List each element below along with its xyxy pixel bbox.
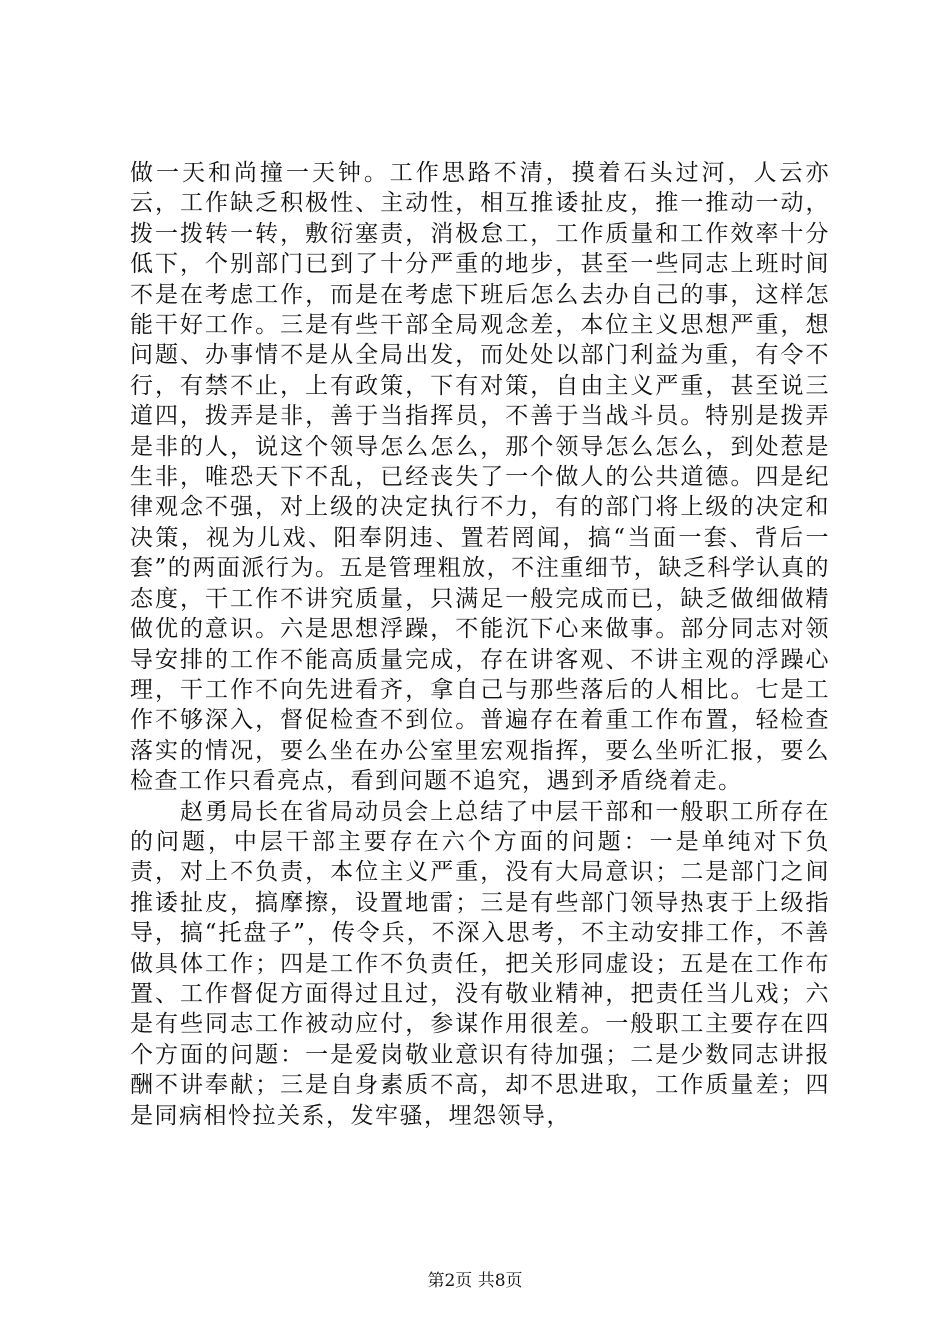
body-text [130,158,830,1131]
paragraph-1: 做一天和尚撞一天钟。工作思路不清，摸着石头过河，人云亦云，工作缺乏积极性、主动性，相互推诿扯皮，推一推动一动，拨一拨转一转，敷衍塞责，消极怠工，工作质量和工作效率十分低下，个别部门已到了十分严重的地步，甚至一些同志上班时间不是在考虑工作，而是在考虑下班后怎么去办自己的事，这样怎能干好工作。三是有些干部全局观念差，本位主义思想严重，想问题、办事情不是从全局出发，而处处以部门利益为重，有令不行，有禁不止，上有政策，下有对策，自由主义严重，甚至说三道四，拨弄是非，善于当指挥员，不善于当战斗员。特别是拨弄是非的人，说这个领导怎么怎么，那个领导怎么怎么，到处惹是生非，唯恐天下不乱，已经丧失了一个做人的公共道德。四是纪律观念不强，对上级的决定执行不力，有的部门将上级的决定和决策，视为儿戏、阳奉阴违、置若罔闻，搞“当面一套、背后一套”的两面派行为。五是管理粗放，不注重细节，缺乏科学认真的态度，干工作不讲究质量，只满足一般完成而已，缺乏做细做精做优的意识。六是思想浮躁，不能沉下心来做事。部分同志对领导安排的工作不能高质量完成，存在讲客观、不讲主观的浮躁心理，干工作不向先进看齐，拿自己与那些落后的人相比。七是工作不够深入，督促检查不到位。普遍存在着重工作布置，轻检查落实的情况，要么坐在办公室里宏观指挥，要么坐听汇报，要么检查工作只看亮点，看到问题不追究，遇到矛盾绕着走。 [130,160,830,795]
page-footer: 第2页 共8页 [427,1271,523,1291]
paragraph-2: 赵勇局长在省局动员会上总结了中层干部和一般职工所存在的问题，中层干部主要存在六个方面的问题：一是单纯对下负责，对上不负责，本位主义严重，没有大局意识；二是部门之间推诿扯皮，搞摩擦，设置地雷；三是有些部门领导热衷于上级指导，搞“托盘子”，传令兵，不深入思考，不主动安排工作，不善做具体工作；四是工作不负责任，把关形同虚设；五是在工作布置、工作督促方面得过且过，没有敬业精神，把责任当儿戏；六是有些同志工作被动应付，参谋作用很差。一般职工主要存在四个方面的问题：一是爱岗敬业意识有待加强；二是少数同志讲报酬不讲奉献；三是自身素质不高，却不思进取，工作质量差；四是同病相怜拉关系，发牢骚，埋怨领导， [130,798,830,1129]
